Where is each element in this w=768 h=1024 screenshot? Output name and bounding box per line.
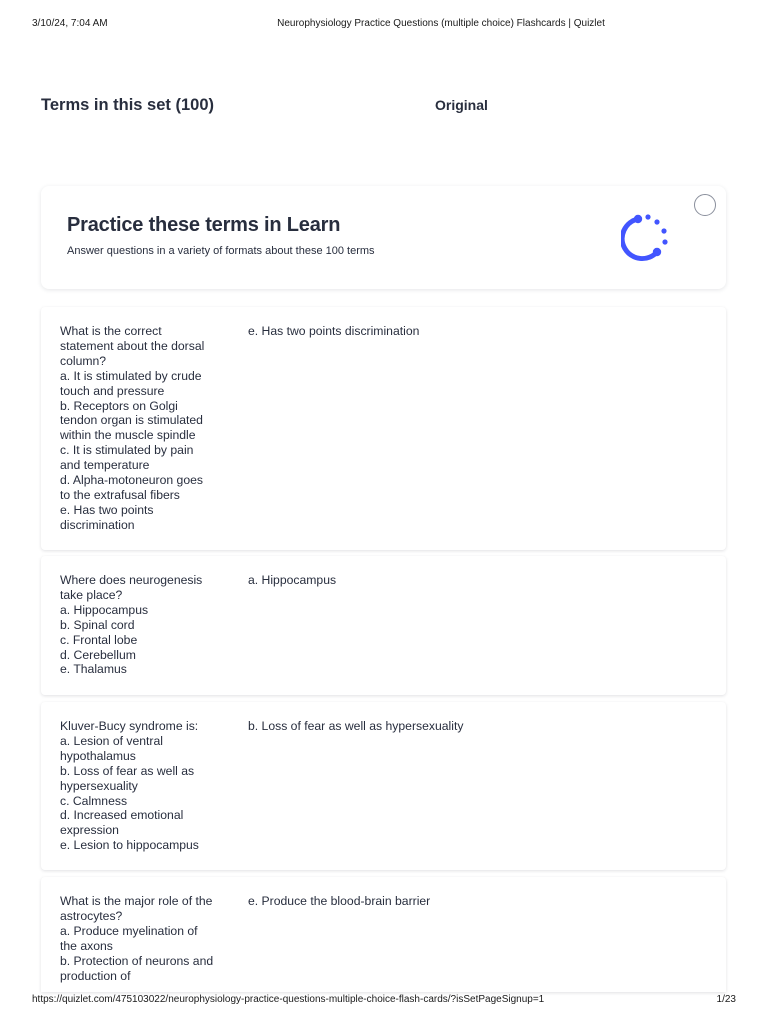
flashcard-definition: b. Loss of fear as well as hypersexuality [248,719,464,733]
print-url: https://quizlet.com/475103022/neurophysiology-practice-questions-multiple-choice-flash-cards/?isSetPageSignup=1 [32,994,545,1005]
terms-heading: Terms in this set (100) [41,96,215,114]
print-page-number: 1/23 [716,994,736,1005]
flashcard-definition: a. Hippocampus [248,573,337,587]
flashcard-definition: e. Produce the blood-brain barrier [248,894,431,908]
flashcard-row [41,307,726,550]
flashcard-row [41,702,726,870]
print-page-title: Neurophysiology Practice Questions (multiple choice) Flashcards | Quizlet [277,18,605,29]
flashcard-row [41,556,726,695]
flashcard-definition: e. Has two points discrimination [248,324,420,338]
sort-order-label[interactable]: Original [435,97,488,113]
flashcard-term: What is the correct statement about the dorsal column? a. It is stimulated by crude touch and pressure b. Receptors on Golgi tendon organ is stimulated within the muscle spindle c. It is stimulated by pain and temperature d. Alpha-motoneuron goes to the extrafusal fibers e. Has two points discrimination [60,324,205,532]
flashcard-term: Kluver-Bucy syndrome is: a. Lesion of ventral hypothalamus b. Loss of fear as well as hypersexuality c. Calmness d. Increased emotional expression e. Lesion to hippocampus [60,719,199,853]
learn-card-subtitle: Answer questions in a variety of formats about these 100 terms [67,245,375,257]
print-header [0,18,768,32]
print-date: 3/10/24, 7:04 AM [32,18,108,29]
flashcard-row [41,877,726,992]
print-footer [0,994,768,1008]
flashcard-term: What is the major role of the astrocytes? a. Produce myelination of the axons b. Protection of neurons and production of [60,894,214,983]
learn-promo-card[interactable] [41,186,726,289]
learn-progress-icon [621,212,671,262]
flashcard-term: Where does neurogenesis take place? a. Hippocampus b. Spinal cord c. Frontal lobe d. Cerebellum e. Thalamus [60,573,203,677]
learn-card-dismiss-button[interactable] [694,194,716,216]
learn-card-title: Practice these terms in Learn [67,214,341,236]
